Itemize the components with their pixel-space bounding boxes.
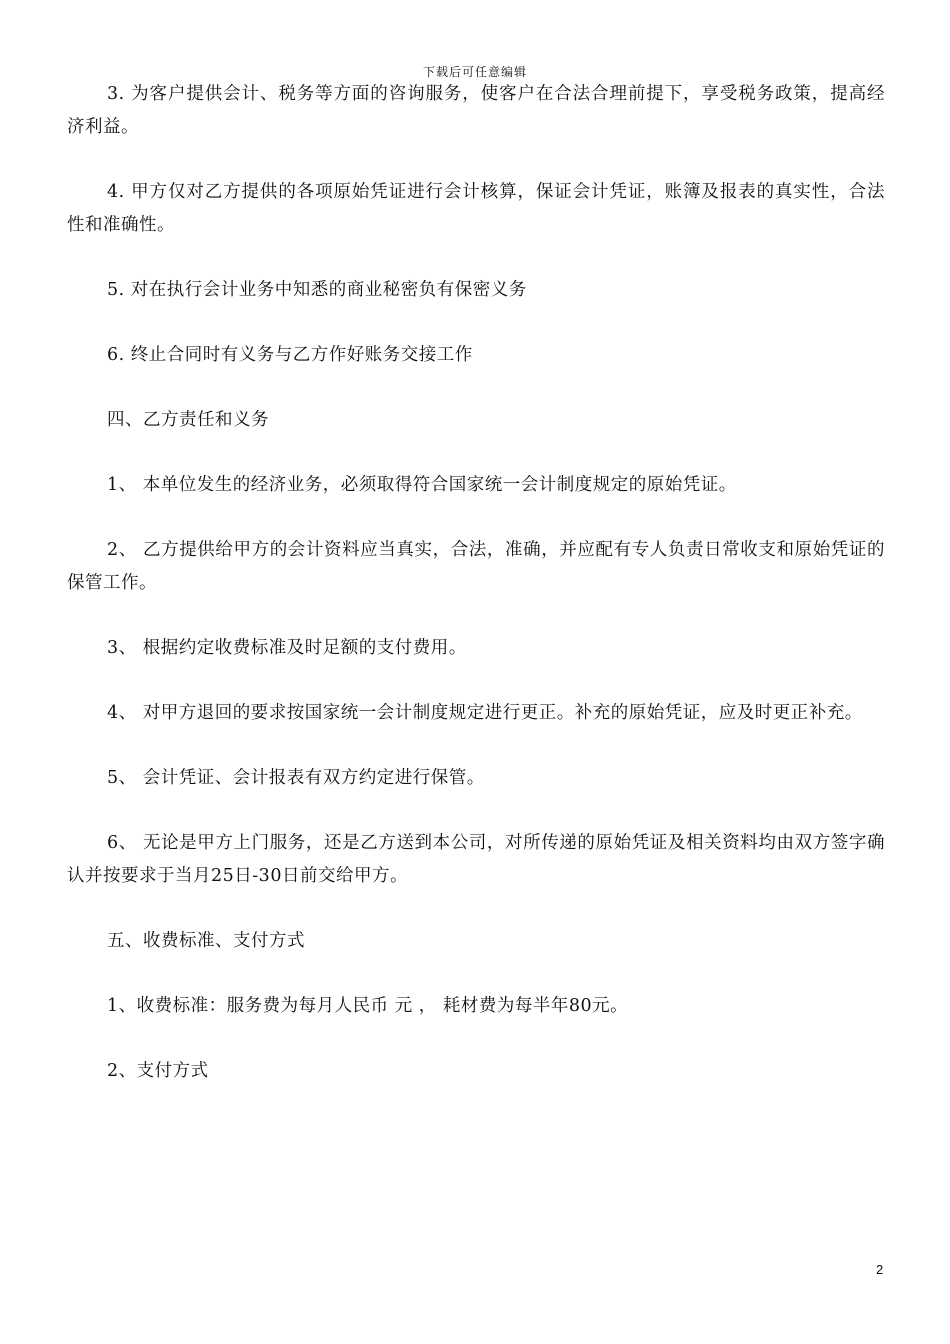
clause-c1: 1、收费标准：服务费为每月人民币 元 ， 耗材费为每半年80元。 — [107, 996, 629, 1016]
clause-b3: 3、 根据约定收费标准及时足额的支付费用。 — [107, 638, 467, 658]
clause-c2: 2、支付方式 — [107, 1061, 209, 1081]
clause-b1: 1、 本单位发生的经济业务，必须取得符合国家统一会计制度规定的原始凭证。 — [107, 475, 737, 495]
clause-b2: 2、 乙方提供给甲方的会计资料应当真实，合法，准确，并应配有专人负责日常收支和原始凭证的保管工作。 — [67, 540, 885, 593]
clause-a6: 6. 终止合同时有义务与乙方作好账务交接工作 — [107, 345, 473, 365]
page-header: 下载后可任意编辑 — [422, 65, 527, 79]
clause-b6: 6、 无论是甲方上门服务，还是乙方送到本公司，对所传递的原始凭证及相关资料均由双方签字确认并按要求于当月25日-30日前交给甲方。 — [67, 833, 885, 886]
clause-b5: 5、 会计凭证、会计报表有双方约定进行保管。 — [107, 768, 485, 788]
clause-a4: 4. 甲方仅对乙方提供的各项原始凭证进行会计核算，保证会计凭证，账簿及报表的真实性，合法性和准确性。 — [67, 182, 885, 235]
clause-a3: 3. 为客户提供会计、税务等方面的咨询服务，使客户在合法合理前提下，享受税务政策，提高经济利益。 — [67, 84, 885, 137]
clause-a5: 5. 对在执行会计业务中知悉的商业秘密负有保密义务 — [107, 280, 527, 300]
section-heading-5: 五、收费标准、支付方式 — [107, 931, 305, 951]
page-number: 2 — [876, 1262, 884, 1277]
clause-b4: 4、 对甲方退回的要求按国家统一会计制度规定进行更正。补充的原始凭证，应及时更正补充。 — [107, 703, 863, 723]
section-heading-4: 四、乙方责任和义务 — [107, 410, 269, 430]
document-body — [67, 78, 885, 1088]
